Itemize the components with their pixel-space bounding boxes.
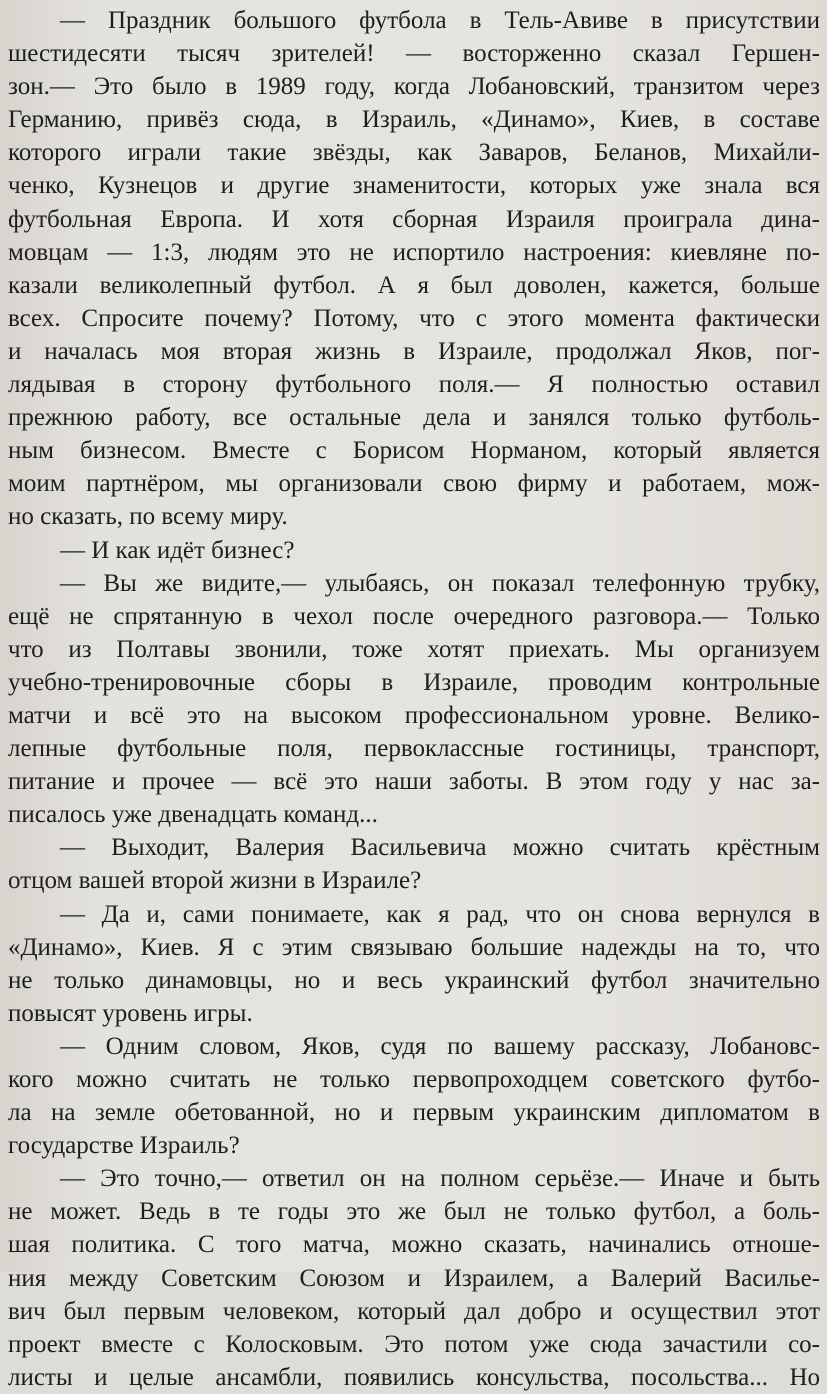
- text-line: прежнюю работу, все остальные дела и занялся только футболь-: [8, 404, 820, 432]
- text-line: шая политика. С того матча, можно сказать, начинались отноше-: [8, 1231, 820, 1259]
- text-line: кого можно считать не только первопроходцем советского футбо-: [8, 1066, 820, 1093]
- text-line: лепные футбольные поля, первоклассные гостиницы, транспорт,: [8, 735, 820, 763]
- text-line: но сказать, по всему миру.: [8, 503, 288, 531]
- text-line: зон.— Это было в 1989 году, когда Лобановский, транзитом через: [8, 73, 820, 101]
- page-text: [8, 4, 820, 1394]
- text-line: всех. Спросите почему? Потому, что с этого момента фактически: [8, 304, 820, 332]
- text-line: ным бизнесом. Вместе с Борисом Норманом, который является: [8, 437, 820, 465]
- text-line: лядывая в сторону футбольного поля.— Я полностью оставил: [8, 371, 820, 399]
- text-line: моим партнёром, мы организовали свою фирму и работаем, мож-: [8, 470, 820, 498]
- text-line: листы и целые ансамбли, появились консульства, посольства... Но: [8, 1363, 820, 1391]
- text-line: писалось уже двенадцать команд...: [8, 801, 378, 829]
- text-line: отцом вашей второй жизни в Израиле?: [8, 867, 422, 895]
- text-line: — И как идёт бизнес?: [60, 536, 295, 564]
- text-line: не может. Ведь в те годы это же был не только футбол, а боль-: [8, 1198, 820, 1226]
- text-line: «Динамо», Киев. Я с этим связываю большие надежды на то, что: [8, 933, 820, 961]
- text-line: ещё не спрятанную в чехол после очередного разговора.— Только: [8, 602, 820, 630]
- text-line: — Это точно,— ответил он на полном серьёзе.— Иначе и быть: [60, 1165, 820, 1193]
- text-line: ла на земле обетованной, но и первым украинским дипломатом в: [8, 1099, 820, 1127]
- text-line: питание и прочее — всё это наши заботы. В этом году у нас за-: [8, 768, 820, 796]
- text-line: повысят уровень игры.: [8, 999, 253, 1027]
- text-line: не только динамовцы, но и весь украинский футбол значительно: [8, 966, 820, 994]
- text-line: что из Полтавы звонили, тоже хотят приехать. Мы организуем: [8, 635, 820, 663]
- text-line: Германию, привёз сюда, в Израиль, «Динамо», Киев, в составе: [8, 106, 820, 134]
- text-line: государстве Израиль?: [8, 1132, 240, 1160]
- text-line: матчи и всё это на высоком профессиональном уровне. Велико-: [8, 701, 820, 729]
- text-line: шестидесяти тысяч зрителей! — восторженно сказал Гершен-: [8, 40, 820, 68]
- text-line: ния между Советским Союзом и Израилем, а Валерий Василье-: [8, 1264, 820, 1292]
- text-line: проект вместе с Колосковым. Это потом уже сюда зачастили со-: [8, 1330, 820, 1358]
- text-line: мовцам — 1:3, людям это не испортило настроения: киевляне по-: [8, 238, 820, 266]
- text-line: ченко, Кузнецов и другие знаменитости, которых уже знала вся: [8, 172, 820, 200]
- text-line: — Да и, сами понимаете, как я рад, что он снова вернулся в: [60, 900, 820, 928]
- text-line: которого играли такие звёзды, как Заваров, Беланов, Михайли-: [8, 139, 820, 167]
- text-line: и началась моя вторая жизнь в Израиле, продолжал Яков, пог-: [8, 337, 820, 365]
- text-line: — Праздник большого футбола в Тель-Авиве в присутствии: [60, 7, 820, 34]
- text-line: — Вы же видите,— улыбаясь, он показал телефонную трубку,: [60, 569, 820, 597]
- text-line: футбольная Европа. И хотя сборная Израиля проиграла дина-: [8, 205, 820, 233]
- text-line: вич был первым человеком, который дал добро и осуществил этот: [8, 1297, 820, 1325]
- text-line: казали великолепный футбол. А я был доволен, кажется, больше: [8, 271, 820, 299]
- text-line: учебно-тренировочные сборы в Израиле, проводим контрольные: [8, 668, 820, 696]
- text-line: — Выходит, Валерия Васильевича можно считать крёстным: [60, 834, 820, 862]
- text-line: — Одним словом, Яков, судя по вашему рассказу, Лобановс-: [60, 1032, 820, 1060]
